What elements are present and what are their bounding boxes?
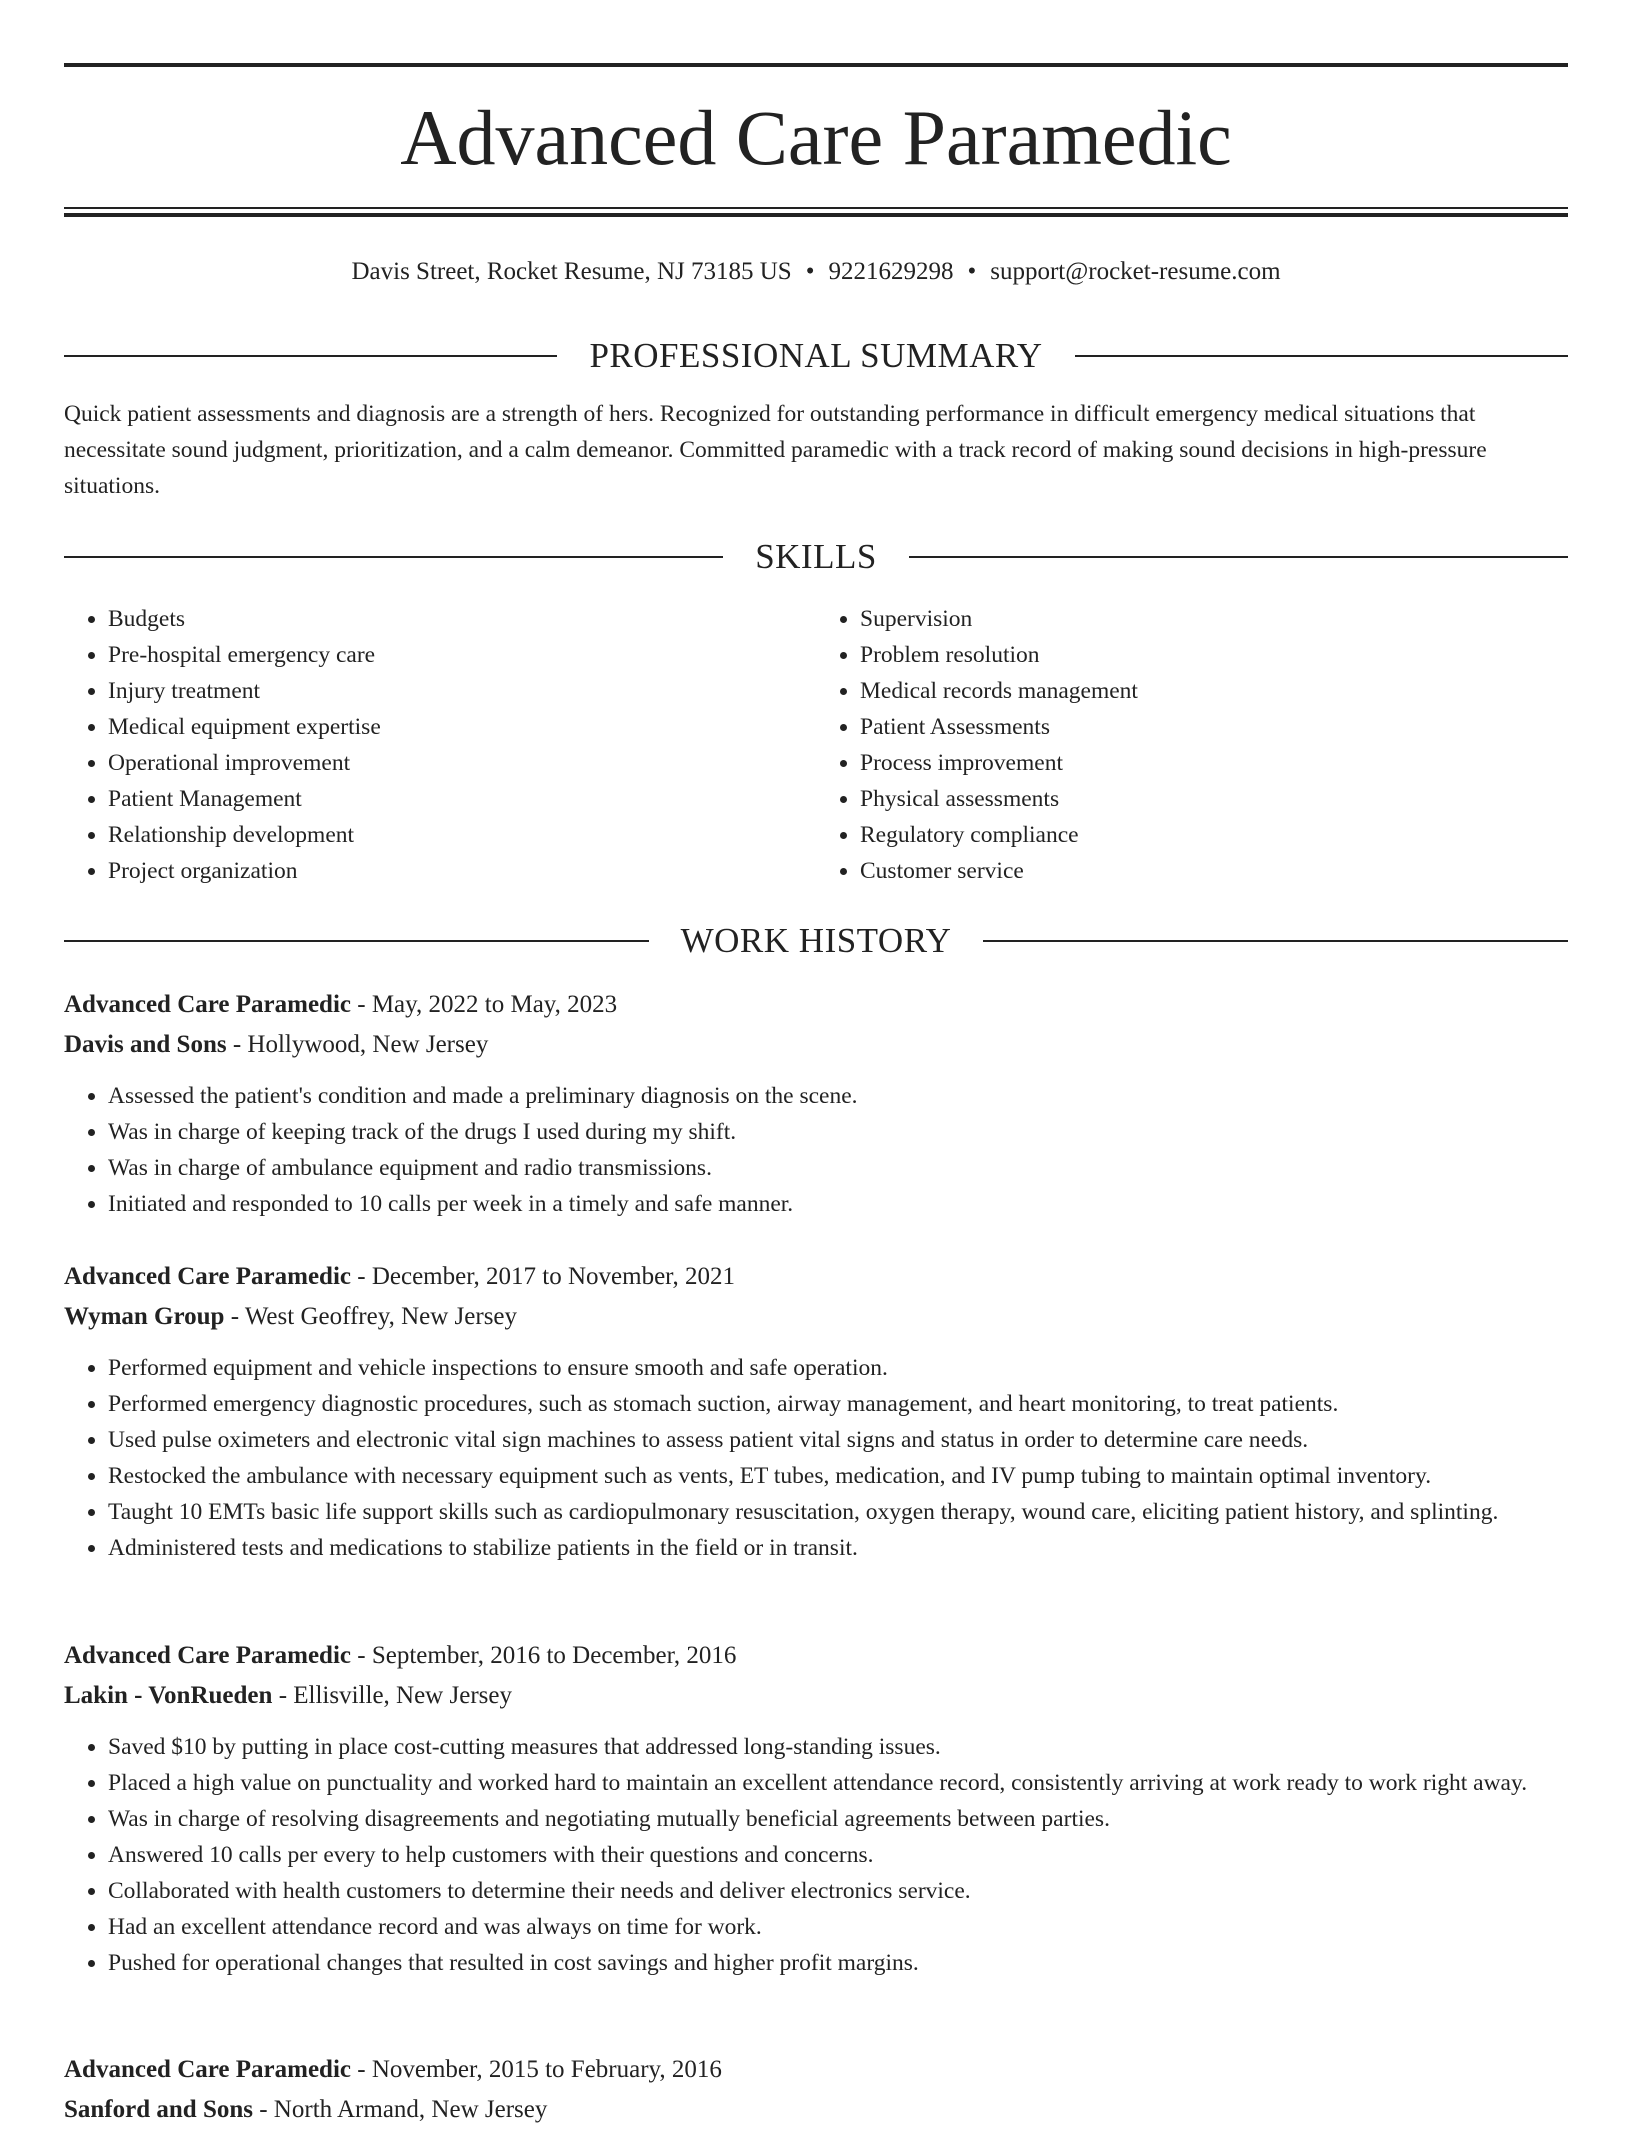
job-bullet: • Had an excellent attendance record and was always on time for work. <box>108 1909 1568 1945</box>
job-title: Advanced Care Paramedic <box>64 2056 351 2083</box>
section-title: SKILLS <box>755 537 877 576</box>
section-rule-left <box>64 355 557 357</box>
job-bullet: • Restocked the ambulance with necessary equipment such as vents, ET tubes, medication, and IV pump tubing to maintain optimal inventory. <box>108 1458 1568 1494</box>
contact-address: Davis Street, Rocket Resume, NJ 73185 US <box>351 258 792 285</box>
job-bullet: • Was in charge of ambulance equipment and radio transmissions. <box>108 1150 1568 1186</box>
contact-email: support@rocket-resume.com <box>990 258 1281 285</box>
job-bullets <box>64 1078 1568 1222</box>
job-company: Sanford and Sons <box>64 2096 253 2123</box>
job-company: Lakin - VonRueden <box>64 1682 273 1709</box>
contact-separator: • <box>805 258 815 285</box>
job-bullet: • Taught 10 EMTs basic life support skills such as cardiopulmonary resuscitation, oxygen therapy, wound care, eliciting patient history, and splinting. <box>108 1494 1568 1530</box>
skill-item: • Supervision <box>860 601 1568 637</box>
contact-line <box>64 252 1568 292</box>
job-role-line <box>64 986 1568 1024</box>
job-dates: - December, 2017 to November, 2021 <box>351 1263 735 1290</box>
section-header-skills <box>64 535 1568 579</box>
section-rule-right <box>1075 355 1568 357</box>
job-location: - Hollywood, New Jersey <box>226 1031 489 1058</box>
skill-item: • Problem resolution <box>860 637 1568 673</box>
section-rule-left <box>64 556 723 558</box>
skills-column-right <box>816 601 1568 889</box>
job-bullet: • Assessed the patient's condition and made a preliminary diagnosis on the scene. <box>108 1078 1568 1114</box>
contact-separator: • <box>967 258 977 285</box>
job-title: Advanced Care Paramedic <box>64 1263 351 1290</box>
skills-list <box>64 601 1568 889</box>
job-title: Advanced Care Paramedic <box>64 1642 351 1669</box>
skill-item: • Budgets <box>108 601 816 637</box>
page-title: Advanced Care Paramedic <box>400 94 1232 181</box>
job-entry <box>64 986 1568 1222</box>
job-company-line <box>64 1026 1568 1064</box>
job-bullets <box>64 1350 1568 1566</box>
job-company-line <box>64 2091 1568 2129</box>
job-location: - Ellisville, New Jersey <box>272 1682 512 1709</box>
skill-item: • Physical assessments <box>860 781 1568 817</box>
skill-item: • Process improvement <box>860 745 1568 781</box>
job-bullet: • Answered 10 calls per every to help customers with their questions and concerns. <box>108 1837 1568 1873</box>
skill-item: • Pre-hospital emergency care <box>108 637 816 673</box>
section-rule-left <box>64 940 649 942</box>
title-double-rule <box>64 207 1568 217</box>
skill-item: • Patient Management <box>108 781 816 817</box>
job-bullet: • Was in charge of resolving disagreements and negotiating mutually beneficial agreements between parties. <box>108 1801 1568 1837</box>
job-company: Wyman Group <box>64 1303 225 1330</box>
job-bullet: • Administered tests and medications to stabilize patients in the field or in transit. <box>108 1530 1568 1566</box>
section-title: PROFESSIONAL SUMMARY <box>589 336 1043 375</box>
section-header-summary <box>64 334 1568 378</box>
section-title: WORK HISTORY <box>680 921 952 960</box>
skill-item: • Regulatory compliance <box>860 817 1568 853</box>
job-company-line <box>64 1298 1568 1336</box>
skill-item: • Customer service <box>860 853 1568 889</box>
section-header-work-history <box>64 919 1568 963</box>
job-bullets <box>64 1729 1568 1981</box>
skill-item: • Injury treatment <box>108 673 816 709</box>
section-rule-right <box>909 556 1568 558</box>
job-entry <box>64 1637 1568 1981</box>
job-bullet: • Collaborated with health customers to determine their needs and deliver electronics service. <box>108 1873 1568 1909</box>
job-bullet: • Pushed for operational changes that resulted in cost savings and higher profit margins. <box>108 1945 1568 1981</box>
skill-item: • Relationship development <box>108 817 816 853</box>
job-dates: - November, 2015 to February, 2016 <box>351 2056 722 2083</box>
job-bullet: • Performed equipment and vehicle inspections to ensure smooth and safe operation. <box>108 1350 1568 1386</box>
job-dates: - May, 2022 to May, 2023 <box>351 991 618 1018</box>
skill-item: • Patient Assessments <box>860 709 1568 745</box>
job-bullet: • Was in charge of keeping track of the drugs I used during my shift. <box>108 1114 1568 1150</box>
top-rule <box>64 63 1568 67</box>
skill-item: • Operational improvement <box>108 745 816 781</box>
job-bullet: • Performed emergency diagnostic procedures, such as stomach suction, airway management, and heart monitoring, to treat patients. <box>108 1386 1568 1422</box>
job-bullet: • Initiated and responded to 10 calls per week in a timely and safe manner. <box>108 1186 1568 1222</box>
job-role-line <box>64 2051 1568 2089</box>
job-bullet: • Saved $10 by putting in place cost-cutting measures that addressed long-standing issues. <box>108 1729 1568 1765</box>
job-entry <box>64 2051 1568 2129</box>
job-entry <box>64 1258 1568 1566</box>
summary-text: Quick patient assessments and diagnosis are a strength of hers. Recognized for outstanding performance in difficult emergency medical situations that necessitate sound judgment, prioritization, and a calm demeanor. Committed paramedic with a track record of making sound decisions in high-pressure situations. <box>64 401 1487 499</box>
section-rule-right <box>983 940 1568 942</box>
job-role-line <box>64 1258 1568 1296</box>
job-company-line <box>64 1677 1568 1715</box>
job-location: - West Geoffrey, New Jersey <box>224 1303 518 1330</box>
skill-item: • Medical records management <box>860 673 1568 709</box>
skill-item: • Project organization <box>108 853 816 889</box>
job-dates: - September, 2016 to December, 2016 <box>351 1642 737 1669</box>
job-bullet: • Used pulse oximeters and electronic vital sign machines to assess patient vital signs and status in order to determine care needs. <box>108 1422 1568 1458</box>
job-location: - North Armand, New Jersey <box>252 2096 548 2123</box>
contact-phone: 9221629298 <box>828 258 954 285</box>
job-title: Advanced Care Paramedic <box>64 991 351 1018</box>
skills-column-left <box>64 601 816 889</box>
job-role-line <box>64 1637 1568 1675</box>
job-bullet: • Placed a high value on punctuality and worked hard to maintain an excellent attendance record, consistently arriving at work ready to work right away. <box>108 1765 1568 1801</box>
job-company: Davis and Sons <box>64 1031 227 1058</box>
skill-item: • Medical equipment expertise <box>108 709 816 745</box>
